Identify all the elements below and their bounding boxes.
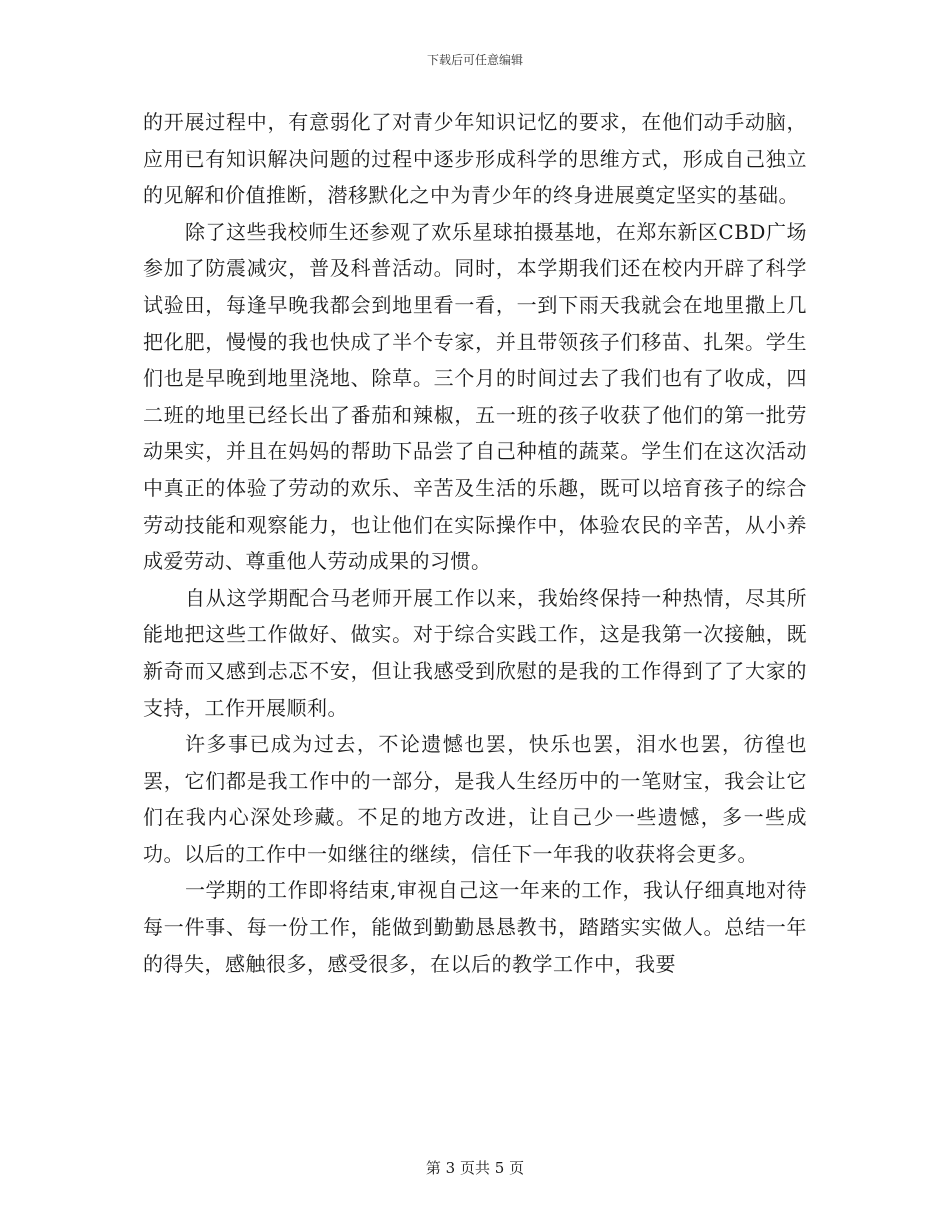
paragraph-continuation: 的开展过程中，有意弱化了对青少年知识记忆的要求，在他们动手动脑，应用已有知识解决问题的过程中逐步形成科学的思维方式，形成自己独立的见解和价值推断，潜移默化之中为青少年的终身进展奠定坚实的基础。	[143, 110, 807, 208]
page-header-note: 下载后可任意编辑	[426, 53, 523, 67]
paragraph-reflection: 许多事已成为过去，不论遗憾也罢，快乐也罢，泪水也罢，彷徨也罢，它们都是我工作中的一部分，是我人生经历中的一笔财宝，我会让它们在我内心深处珍藏。不足的地方改进，让自己少一些遗憾，多一些成功。以后的工作中一如继往的继续，信任下一年我的收获将会更多。	[143, 732, 807, 866]
paragraph-activities: 除了这些我校师生还参观了欢乐星球拍摄基地，在郑东新区CBD广场参加了防震减灾，普及科普活动。同时，本学期我们还在校内开辟了科学试验田，每逢早晚我都会到地里看一看，一到下雨天我就会在地里撒上几把化肥，慢慢的我也快成了半个专家，并且带领孩子们移苗、扎架。学生们也是早晚到地里浇地、除草。三个月的时间过去了我们也有了收成，四二班的地里已经长出了番茄和辣椒，五一班的孩子收获了他们的第一批劳动果实，并且在妈妈的帮助下品尝了自己种植的蔬菜。学生们在这次活动中真正的体验了劳动的欢乐、辛苦及生活的乐趣，既可以培育孩子的综合劳动技能和观察能力，也让他们在实际操作中，体验农民的辛苦，从小养成爱劳动、尊重他人劳动成果的习惯。	[143, 219, 807, 574]
document-body	[143, 104, 807, 982]
page-number: 第 3 页共 5 页	[425, 1159, 525, 1177]
paragraph-cooperation: 自从这学期配合马老师开展工作以来，我始终保持一种热情，尽其所能地把这些工作做好、做实。对于综合实践工作，这是我第一次接触，既新奇而又感到忐忑不安，但让我感受到欣慰的是我的工作得到了了大家的支持，工作开展顺利。	[143, 585, 807, 720]
paragraph-summary: 一学期的工作即将结束,审视自己这一年来的工作，我认仔细真地对待每一件事、每一份工作，能做到勤勤恳恳教书，踏踏实实做人。总结一年的得失，感触很多，感受很多，在以后的教学工作中，我要	[143, 878, 807, 976]
